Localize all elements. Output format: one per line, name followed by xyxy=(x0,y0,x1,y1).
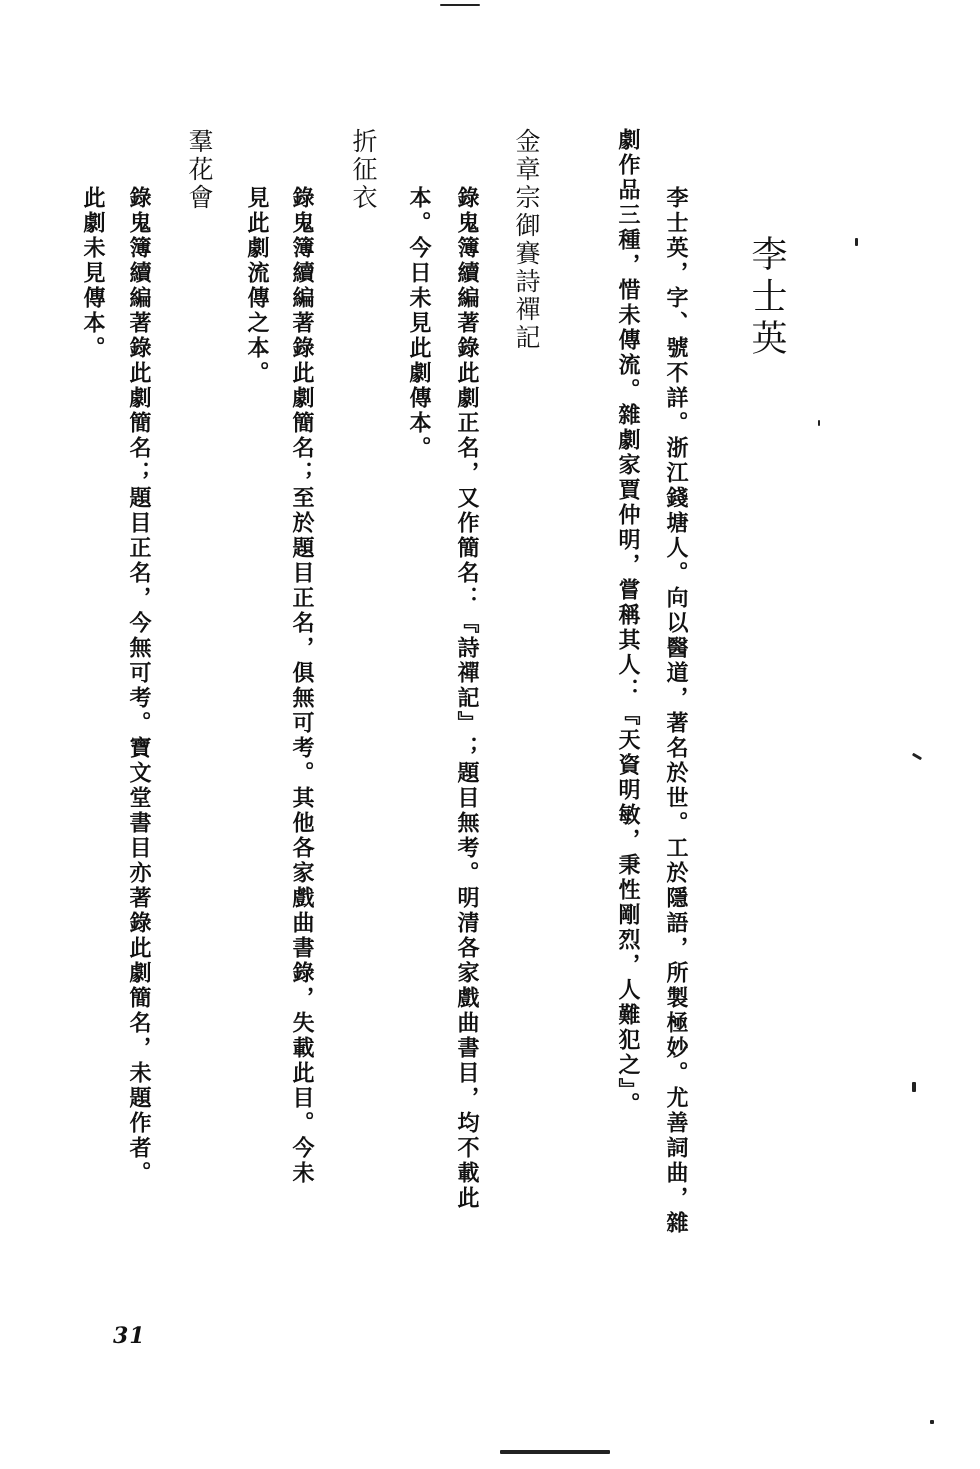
work-title-1: 金章宗御賽詩禪記 xyxy=(512,128,541,352)
work-title-3: 羣花會 xyxy=(185,128,214,212)
scan-speck xyxy=(855,238,858,246)
work-3-line-1: 錄鬼簿續編著錄此劇簡名；題目正名，今無可考。寶文堂書目亦著錄此劇簡名，未題作者。 xyxy=(126,186,152,1186)
scan-speck xyxy=(912,1082,916,1092)
page-number: 31 xyxy=(113,1323,146,1349)
work-1-line-1: 錄鬼簿續編著錄此劇正名，又作簡名：『詩禪記』；題目無考。明清各家戲曲書目，均不載此 xyxy=(454,186,480,1211)
work-2-line-2: 見此劇流傳之本。 xyxy=(244,186,270,386)
work-title-2: 折征衣 xyxy=(349,128,378,212)
scan-speck xyxy=(818,420,820,426)
scan-speck xyxy=(440,4,480,6)
bio-line-2: 劇作品三種，惜未傳流。雜劇家賈仲明，嘗稱其人：『天資明敏，秉性剛烈，人難犯之』。 xyxy=(615,128,641,1117)
scan-speck xyxy=(912,753,922,761)
work-3-line-2: 此劇未見傳本。 xyxy=(80,186,106,361)
bio-line-1: 李士英，字、號不詳。浙江錢塘人。向以醫道，著名於世。工於隱語，所製極妙。尤善詞曲，雜 xyxy=(663,186,689,1236)
page-title: 李士英 xyxy=(746,235,787,361)
work-1-line-2: 本。今日未見此劇傳本。 xyxy=(406,186,432,461)
work-2-line-1: 錄鬼簿續編著錄此劇簡名；至於題目正名，俱無可考。其他各家戲曲書錄，失載此目。今未 xyxy=(289,186,315,1186)
scan-speck xyxy=(930,1420,934,1424)
scan-speck xyxy=(500,1450,610,1454)
